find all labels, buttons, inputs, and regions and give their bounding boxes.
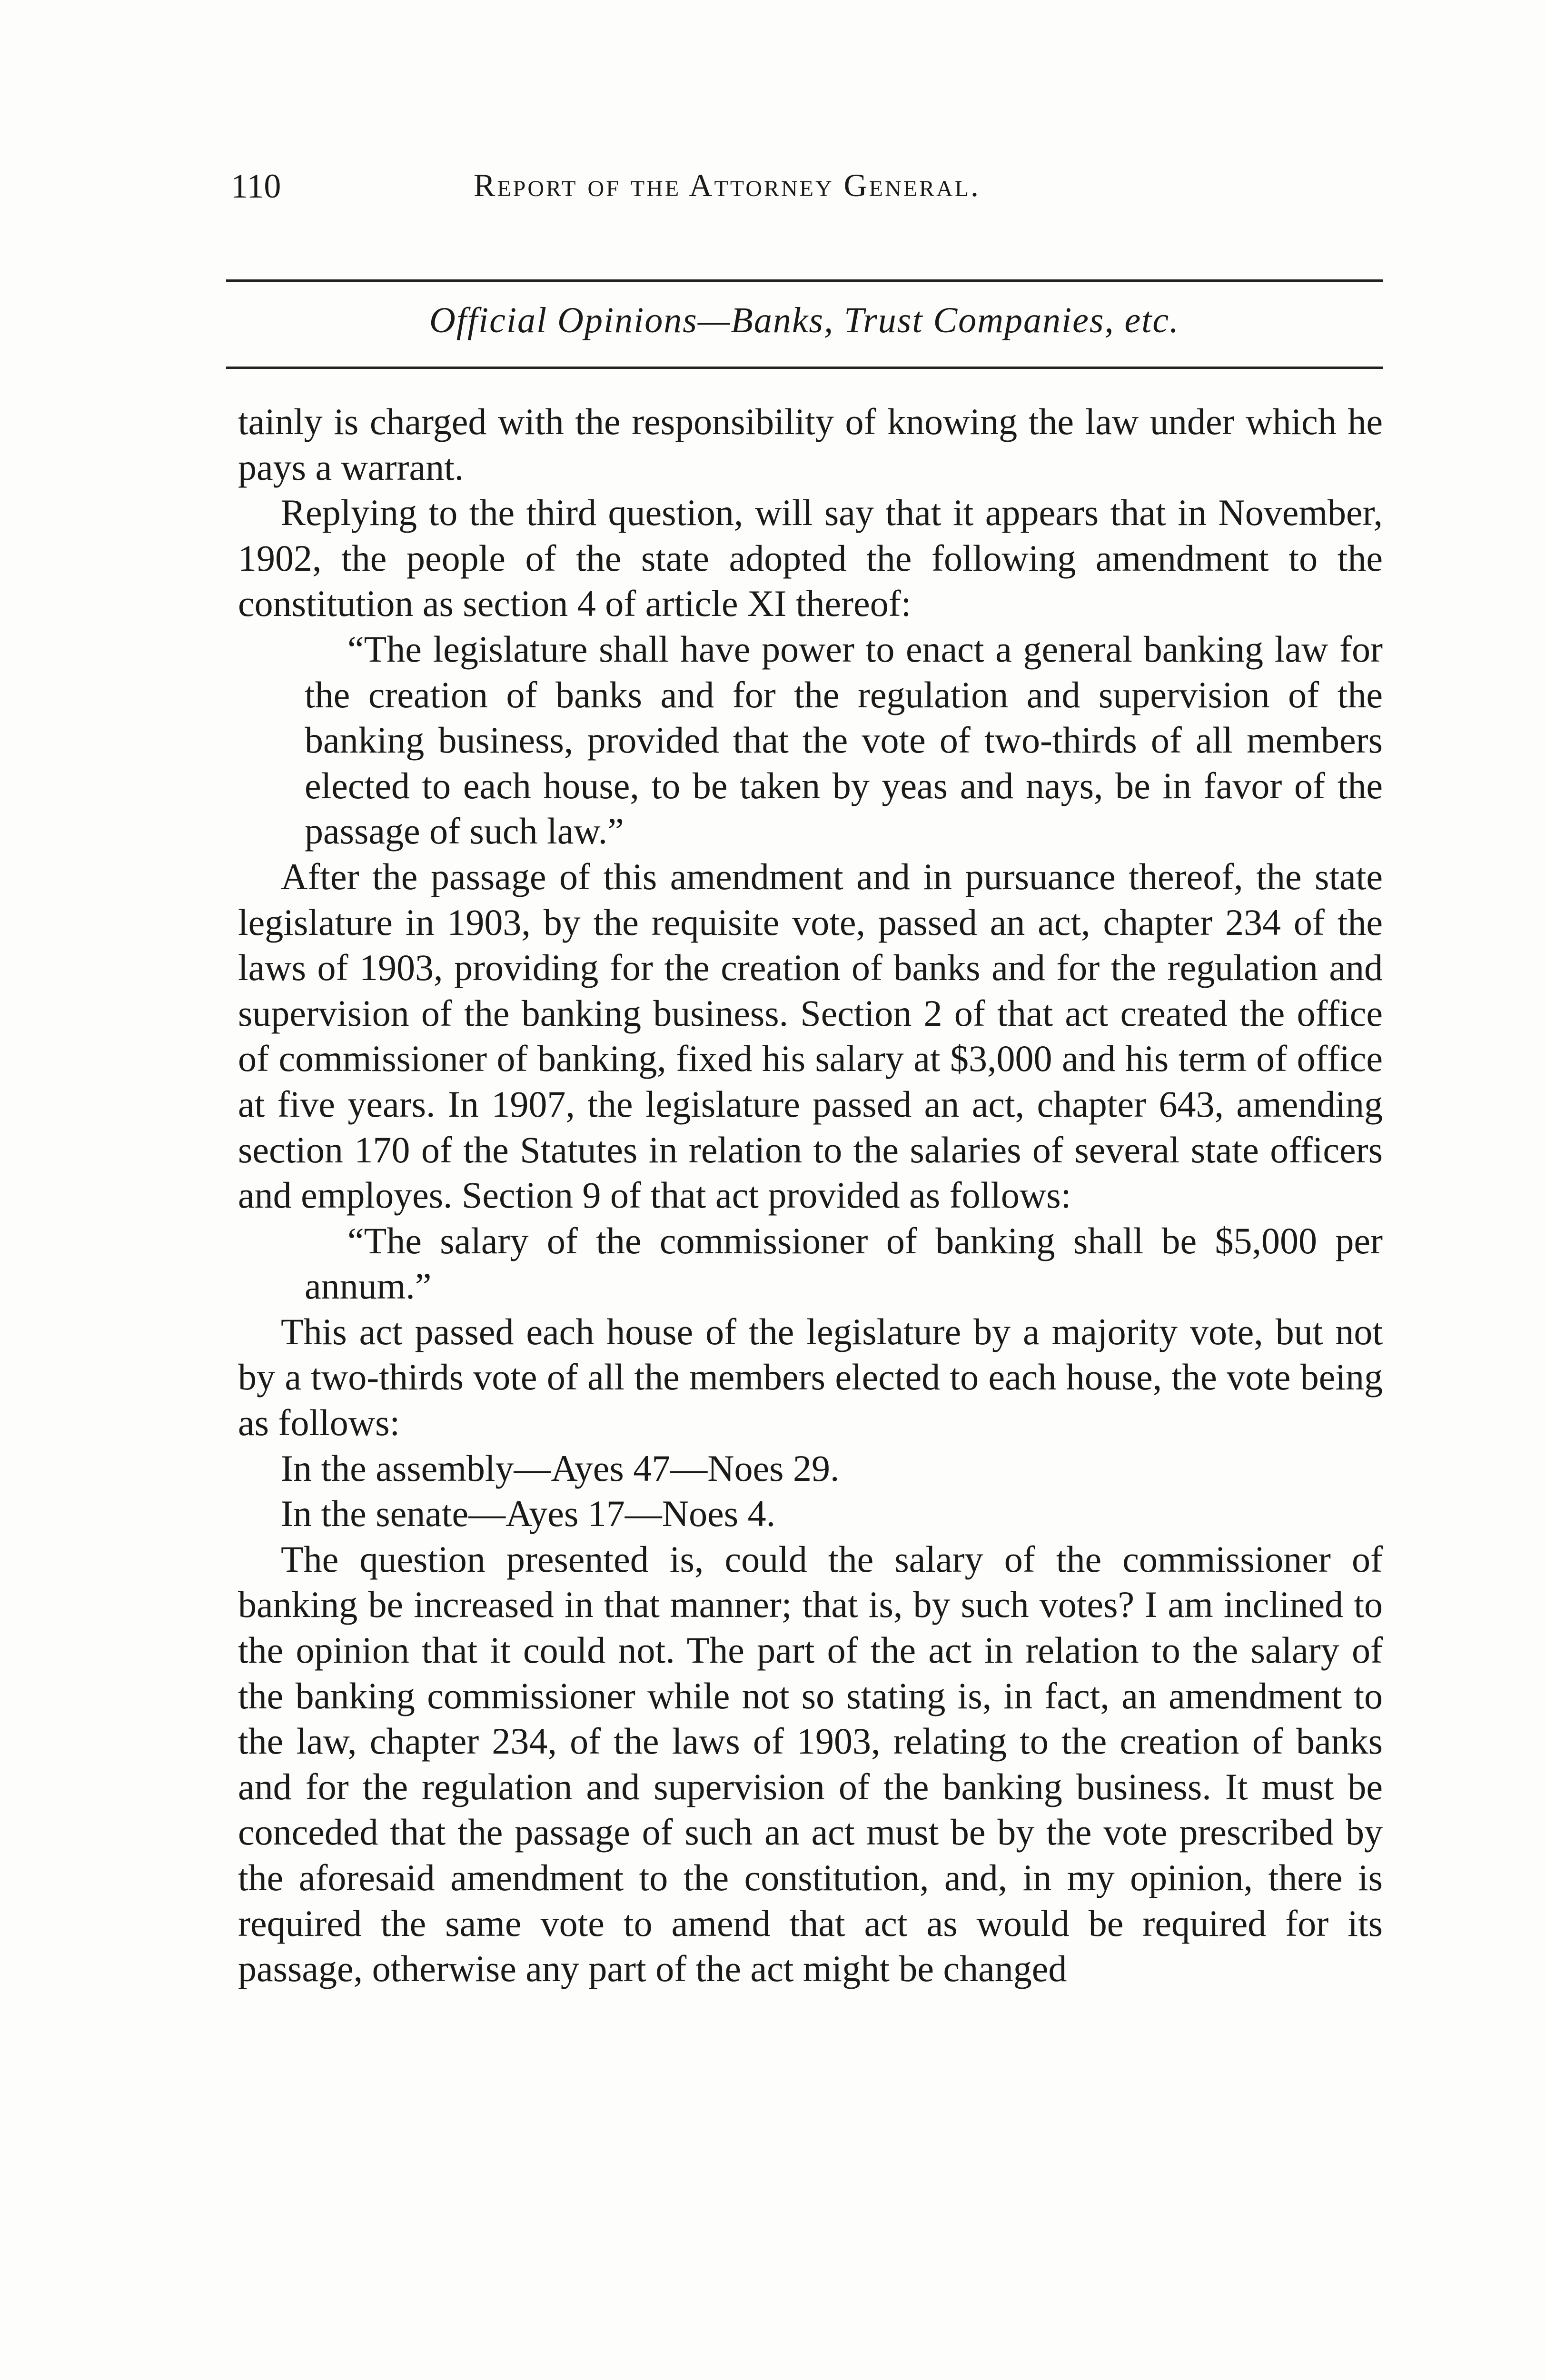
body-text — [238, 399, 1383, 1992]
paragraph-continuation: tainly is charged with the responsibility of knowing the law under which he pays a warrant. — [238, 401, 1383, 488]
page-number: 110 — [231, 167, 281, 205]
section-title: Official Opinions—Banks, Trust Companies, etc. — [429, 300, 1180, 340]
running-head: Report of the Attorney General. — [474, 167, 981, 203]
header-rule-top — [226, 279, 1383, 282]
quoted-salary-provision: “The salary of the commissioner of banking shall be $5,000 per annum.” — [305, 1220, 1383, 1307]
quoted-amendment: “The legislature shall have power to enact a general banking law for the creation of banks and for the regulation and supervision of the banking business, provided that the vote of two-thirds of all members elected to each house, to be taken by yeas and nays, be in favor of the passage of such law.” — [305, 628, 1383, 852]
paragraph-vote-intro: This act passed each house of the legislature by a majority vote, but not by a two-thirds vote of all the members elected to each house, the vote being as follows: — [238, 1310, 1383, 1444]
vote-assembly: In the assembly—Ayes 47—Noes 29. — [281, 1447, 840, 1489]
vote-senate: In the senate—Ayes 17—Noes 4. — [281, 1493, 776, 1535]
paragraph-question-presented: The question presented is, could the salary of the commissioner of banking be increased in that manner; that is, by such votes? I am inclined to the opinion that it could not. The part of the act in relation to the salary of the banking commissioner while not so stating is, in fact, an amendment to the law, chapter 234, of the laws of 1903, relating to the creation of banks and for the regulation and supervision of the banking business. It must be conceded that the passage of such an act must be by the vote prescribed by the aforesaid amendment to the constitution, and, in my opinion, there is required the same vote to amend that act as would be required for its passage, otherwise any part of the act might be changed — [238, 1538, 1383, 1990]
header-rule-bottom — [226, 367, 1383, 369]
paragraph-third-question: Replying to the third question, will say that it appears that in November, 1902, the people of the state adopted the following amendment to the constitution as section 4 of article XI thereof: — [238, 492, 1383, 625]
paragraph-after-passage: After the passage of this amendment and in pursuance thereof, the state legislature in 1903, by the requisite vote, passed an act, chapter 234 of the laws of 1903, providing for the creation of banks and for the regulation and supervision of the banking business. Section 2 of that act created the office of commissioner of banking, fixed his salary at $3,000 and his term of office at five years. In 1907, the legislature passed an act, chapter 643, amending section 170 of the Statutes in relation to the salaries of several state officers and employes. Section 9 of that act provided as follows: — [238, 855, 1383, 1216]
page-header — [226, 167, 1385, 214]
